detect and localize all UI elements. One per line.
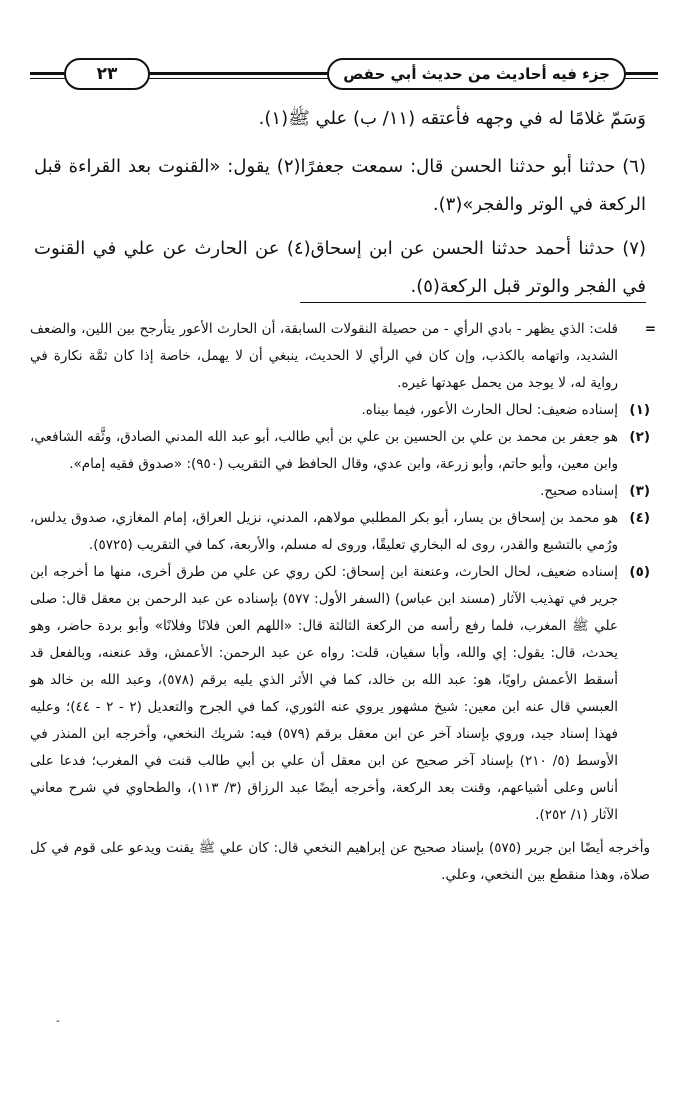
- hadith-7-text: (٧) حدثنا أحمد حدثنا الحسن عن ابن إسحاق(٤) عن الحارث عن علي في القنوت في الفجر والوتر قبل الركعة(٥).: [34, 238, 646, 297]
- continuation-mark: =: [644, 321, 656, 337]
- footnote-2-mark: (٢): [629, 429, 650, 445]
- stray-mark: -: [56, 1014, 60, 1027]
- footnote-2: [30, 424, 650, 478]
- footnote-4-text: هو محمد بن إسحاق بن يسار، أبو بكر المطلبي مولاهم، المدني، نزيل العراق، إمام المغازي، صدوق يدلس، ورُمي بالتشيع والقدر، روى له البخاري تعليقًا، وروى له مسلم، والأربعة، كما في التقريب (٥٧٢٥).: [30, 510, 618, 553]
- main-text: [34, 100, 646, 138]
- footnote-1-mark: (١): [629, 402, 650, 418]
- footnote-5-text: إسناده ضعيف، لحال الحارث، وعنعنة ابن إسحاق: لكن روي عن علي من طرق أخرى، منها ما أخرجه ابن جرير في تهذيب الآثار (مسند ابن عباس) (السفر الأول: ٥٧٧) بإسناده عن عبد الرحمن بن معقل قال: صلى علي ﷺ المغرب، فلما رفع رأسه من الركعة الثالثة قال: «اللهم العن فلانًا وفلانًا» وأبو بردة حاضر، وهو يحدث، قال: يقول: إي والله، وأبا سفيان، قلت: رواه عن عبد الرحمن: الأعمش، وقد عنعنه، وبالفعل قد أسقط الأعمش راويًا، هو: عبد الله بن خالد، كما في الأثر الذي يليه برقم (٥٧٨)، وعبد الله بن خالد هو العبسي قال عنه ابن معين: شيخ مشهور يروي عنه الثوري، كما في الجرح والتعديل (٢ - ٢ - ٤٤)؛ وعليه فهذا إسناد جيد، وروي بإسناد آخر عن ابن معقل برقم (٥٧٩) فيه: شريك النخعي، وأخرجه ابن المنذر في الأوسط (٥/ ٢١٠) بإسناد آخر صحيح عن ابن معقل أن علي بن أبي طالب قنت في المغرب؛ فدعا على أناس وعلى أشياعهم، وقنت بعد الركعة، وأخرجه أيضًا عبد الرزاق (٣/ ١١٣)، والطحاوي في شرح معاني الآثار (١/ ٢٥٢).: [30, 564, 618, 823]
- footnotes: [30, 316, 656, 889]
- page-number: ٢٣: [64, 58, 150, 90]
- hadith-continuation: وَسَمّ غلامًا له في وجهه فأعتقه (١١/ ب) علي ﷺ(١).: [258, 108, 646, 129]
- footnote-3: [30, 478, 650, 505]
- hadith-6: [34, 148, 646, 224]
- footnote-continuation: [30, 316, 656, 397]
- running-header: [30, 54, 658, 92]
- book-title: جزء فيه أحاديث من حديث أبي حفص: [327, 58, 626, 90]
- hadith-6-text: (٦) حدثنا أبو حدثنا الحسن قال: سمعت جعفرًا(٢) يقول: «القنوت بعد القراءة قبل الركعة في الوتر والفجر»(٣).: [34, 156, 646, 215]
- footnote-3-text: إسناده صحيح.: [540, 483, 618, 499]
- footnote-2-text: هو جعفر بن محمد بن علي بن الحسين بن علي بن أبي طالب، أبو عبد الله المدني الصادق، وثَّقه الشافعي، وابن معين، وأبو حاتم، وأبو زرعة، وابن عدي، وقال الحافظ في التقريب (٩٥٠): «صدوق فقيه إمام».: [30, 429, 618, 472]
- footnote-3-mark: (٣): [629, 483, 650, 499]
- footnote-4-mark: (٤): [629, 510, 650, 526]
- footnote-separator: [300, 302, 646, 303]
- footnote-4: [30, 505, 650, 559]
- hadith-7: [34, 230, 646, 306]
- footnote-5-tail: [30, 835, 650, 889]
- footnote-5-mark: (٥): [629, 564, 650, 580]
- footnote-5: [30, 559, 650, 829]
- footnote-1-text: إسناده ضعيف: لحال الحارث الأعور، فيما بيناه.: [361, 402, 618, 418]
- footnote-1: [30, 397, 650, 424]
- footnote-5-tail-text: وأخرجه أيضًا ابن جرير (٥٧٥) بإسناد صحيح عن إبراهيم النخعي قال: كان علي ﷺ يقنت ويدعو على قوم في كل صلاة، وهذا منقطع بين النخعي، وعلي.: [30, 840, 650, 883]
- footnote-continuation-text: قلت: الذي يظهر - بادي الرأي - من حصيلة النقولات السابقة، أن الحارث الأعور يتأرجح بين اللين، والضعف الشديد، واتهامه بالكذب، وإن كان في الرأي لا الحديث، ينبغي أن لا يهمل، خاصة إذا كان ثمَّة نكارة في رواية له، لا يوجد من يحمل عهدتها غيره.: [30, 321, 618, 391]
